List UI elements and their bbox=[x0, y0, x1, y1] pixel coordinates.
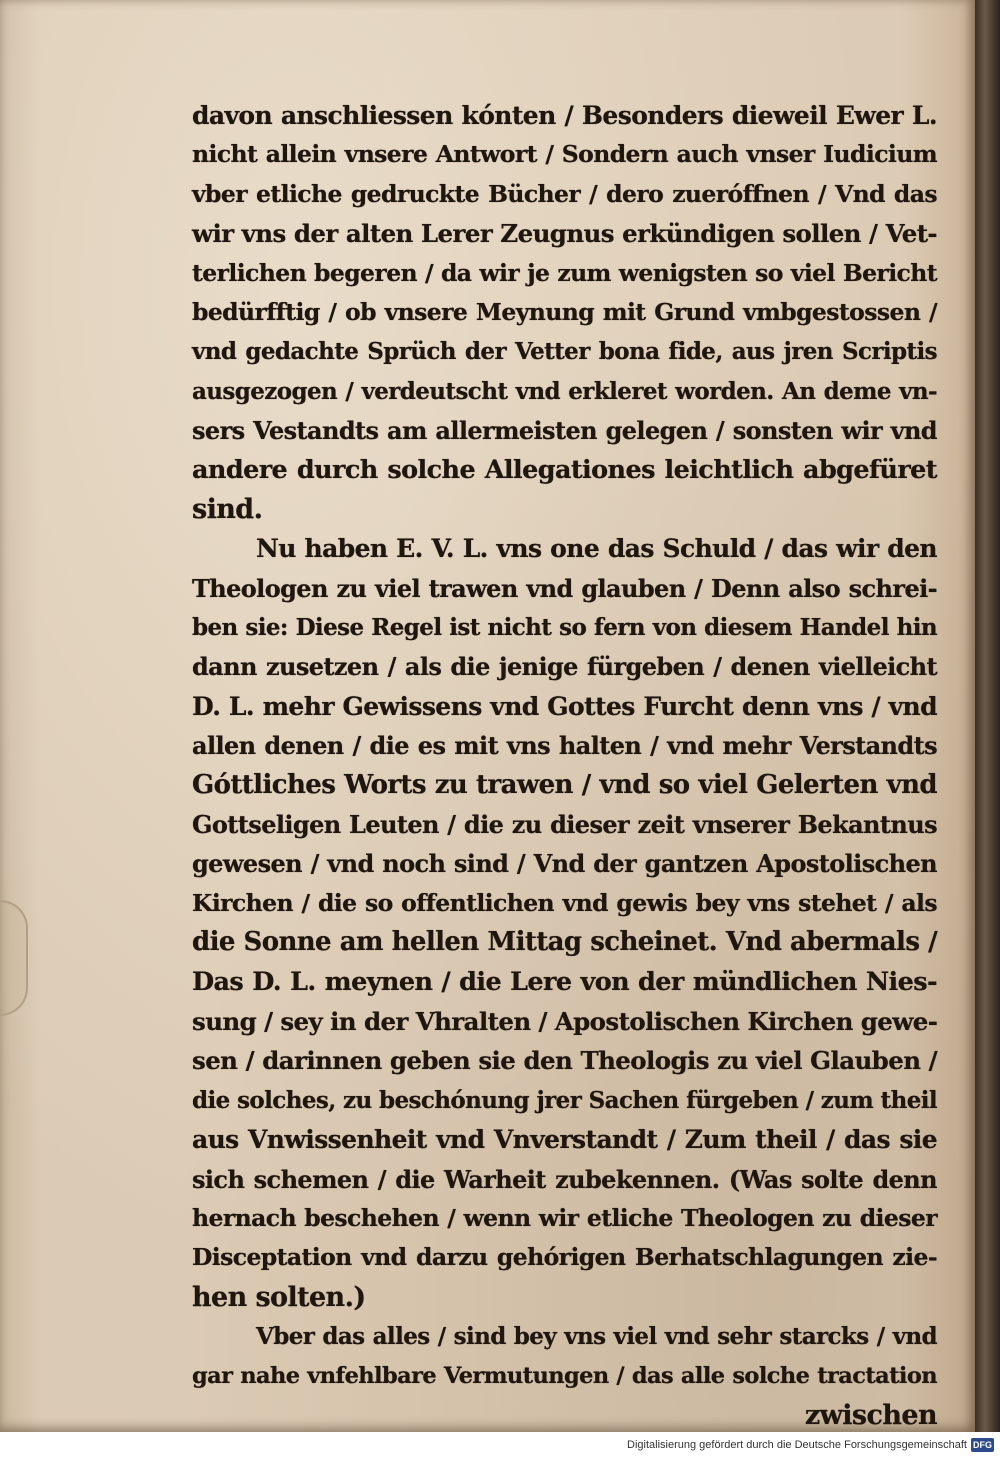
book-edge bbox=[975, 0, 1000, 1432]
text-line: Das D. L. meynen / die Lere von der mündlichen Nies- bbox=[192, 966, 937, 997]
text-line: vber etliche gedruckte Bücher / dero zueróffnen / Vnd das bbox=[192, 179, 937, 208]
text-line: Kirchen / die so offentlichen vnd gewis bey vns stehet / als bbox=[192, 888, 937, 917]
text-line: sung / sey in der Vhralten / Apostolischen Kirchen gewe- bbox=[192, 1006, 938, 1036]
text-line: gewesen / vnd noch sind / Vnd der gantzen Apostolischen bbox=[192, 849, 937, 879]
text-line: Vber das alles / sind bey vns viel vnd sehr starcks / vnd bbox=[256, 1323, 937, 1351]
text-line: gar nahe vnfehlbare Vermutungen / das alle solche tractation bbox=[192, 1362, 937, 1389]
catchword: zwischen bbox=[804, 1399, 937, 1431]
text-line: Disceptation vnd darzu gehórigen Berhatschlagungen zie- bbox=[192, 1243, 937, 1272]
text-line: bedürfftig / ob vnsere Meynung mit Grund vmbgestossen / bbox=[192, 297, 937, 326]
footer-bar bbox=[0, 1432, 1000, 1457]
text-line: sen / darinnen geben sie den Theologis zu viel Glauben / bbox=[192, 1046, 937, 1076]
text-line: ausgezogen / verdeutscht vnd erkleret worden. An deme vn- bbox=[192, 377, 937, 405]
text-line: vnd gedachte Sprüch der Vetter bona fide, aus jren Scriptis bbox=[192, 338, 937, 366]
text-line: andere durch solche Allegationes leichtlich abgefüret bbox=[192, 454, 937, 485]
text-line: Theologen zu viel trawen vnd glauben / Denn also schrei- bbox=[192, 573, 937, 603]
text-line: Gottseligen Leuten / die zu dieser zeit vnserer Bekantnus bbox=[192, 810, 937, 840]
text-line: hen solten.) bbox=[192, 1281, 366, 1313]
text-line: ben sie: Diese Regel ist nicht so fern von diesem Handel hin bbox=[192, 614, 937, 642]
text-line: sers Vestandts am allermeisten gelegen / sonsten wir vnd bbox=[192, 416, 937, 446]
dfg-logo-icon: DFG bbox=[973, 1439, 992, 1450]
text-line: terlichen begeren / da wir je zum wenigsten so viel Bericht bbox=[192, 258, 937, 287]
text-line: die Sonne am hellen Mittag scheinet. Vnd abermals / bbox=[192, 927, 937, 958]
text-line: hernach beschehen / wenn wir etliche Theologen zu dieser bbox=[192, 1203, 937, 1232]
footer-credit: Digitalisierung gefördert durch die Deutsche Forschungsgemeinschaft bbox=[627, 1438, 967, 1451]
text-line: davon anschliessen kónten / Besonders dieweil Ewer L. bbox=[192, 101, 937, 130]
text-line: D. L. mehr Gewissens vnd Gottes Furcht denn vns / vnd bbox=[192, 691, 937, 721]
text-line: sich schemen / die Warheit zubekennen. (Was solte denn bbox=[192, 1164, 937, 1194]
text-line: Nu haben E. V. L. vns one das Schuld / das wir den bbox=[256, 534, 937, 564]
text-line: nicht allein vnsere Antwort / Sondern auch vnser Iudicium bbox=[192, 140, 937, 169]
page-clasp-mark bbox=[0, 900, 28, 1016]
text-line: dann zusetzen / als die jenige fürgeben / denen vielleicht bbox=[192, 652, 937, 682]
text-line: Góttliches Worts zu trawen / vnd so viel Gelerten vnd bbox=[192, 769, 937, 800]
page-text bbox=[192, 96, 937, 1435]
text-line: allen denen / die es mit vns halten / vnd mehr Verstandts bbox=[192, 731, 937, 761]
text-line: wir vns der alten Lerer Zeugnus erkündigen sollen / Vet- bbox=[192, 219, 937, 249]
text-line: die solches, zu beschónung jrer Sachen fürgeben / zum theil bbox=[192, 1086, 937, 1114]
text-line: aus Vnwissenheit vnd Vnverstandt / Zum theil / das sie bbox=[192, 1125, 937, 1155]
text-line: sind. bbox=[192, 493, 263, 525]
